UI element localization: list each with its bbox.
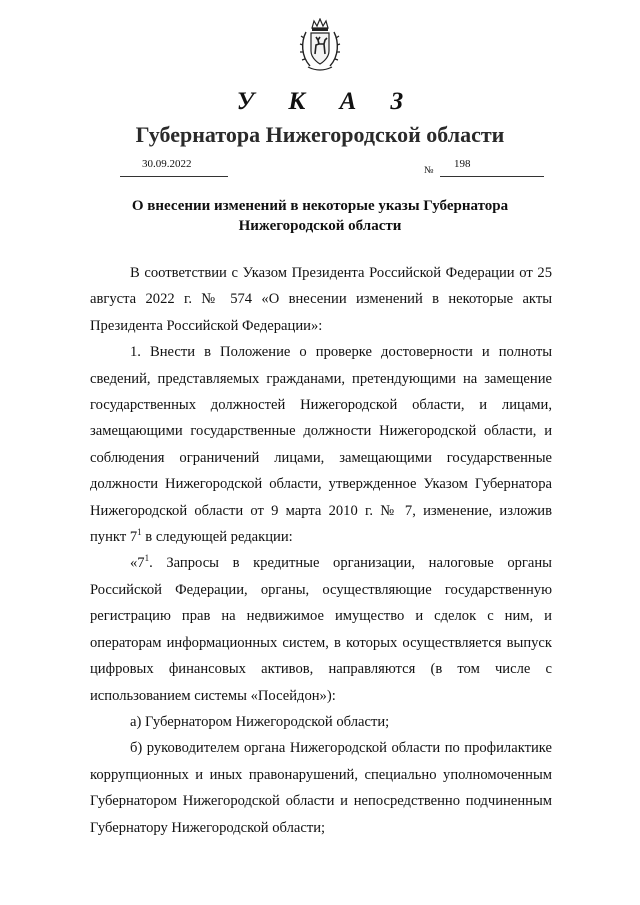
paragraph-item-1-text: 1. Внести в Положение о проверке достоверности и полноты сведений, представляемых гражданами, претендующими на замещение государственных должностей Нижегородской области, и лицами, замещающими государственные должности Нижегородской области, и соблюдения ограничений лицами, замещающими государственные должности Нижегородской области, утвержденное Указом Губернатора Нижегородской области от 9 марта 2010 г. № 7, изменение, изложив пункт 7	[90, 344, 552, 546]
coat-of-arms-icon	[298, 18, 342, 72]
date-field	[120, 158, 228, 177]
paragraph-item-1	[90, 339, 552, 550]
paragraph-preamble: В соответствии с Указом Президента Российской Федерации от 25 августа 2022 г. № 574 «О внесении изменений в некоторые акты Президента Российской Федерации»:	[90, 265, 552, 334]
paragraph-subitem-b: б) руководителем органа Нижегородской области по профилактике коррупционных и иных правонарушений, специально уполномоченным Губернатором Нижегородской области и непосредственно подчиненным Губернатору Нижегородской области;	[90, 740, 552, 836]
clause-number: «7	[130, 555, 145, 572]
document-body	[90, 260, 552, 841]
paragraph-quoted-clause	[90, 550, 552, 708]
document-heading: О внесении изменений в некоторые указы Губернатора Нижегородской области	[131, 198, 509, 234]
paragraph-item-1-tail: в следующей редакции:	[141, 529, 293, 546]
document-date: 30.09.2022	[142, 158, 192, 170]
number-label: №	[424, 165, 434, 176]
document-type-title: У К А З	[236, 88, 418, 115]
document-number: 198	[454, 158, 471, 170]
superscript: 1	[144, 553, 150, 564]
superscript: 1	[137, 527, 142, 538]
paragraph-subitem-a: а) Губернатором Нижегородской области;	[130, 713, 390, 730]
number-field	[440, 158, 544, 177]
clause-text: . Запросы в кредитные организации, налоговые органы Российской Федерации, органы, осуществляющие государственную регистрацию прав на недвижимое имущество и сделок с ним, и операторам информационных систем, в которых осуществляется выпуск цифровых финансовых активов, направляются (в том числе с использованием системы «Посейдон»):	[90, 555, 552, 704]
issuer-title: Губернатора Нижегородской области	[135, 122, 505, 147]
